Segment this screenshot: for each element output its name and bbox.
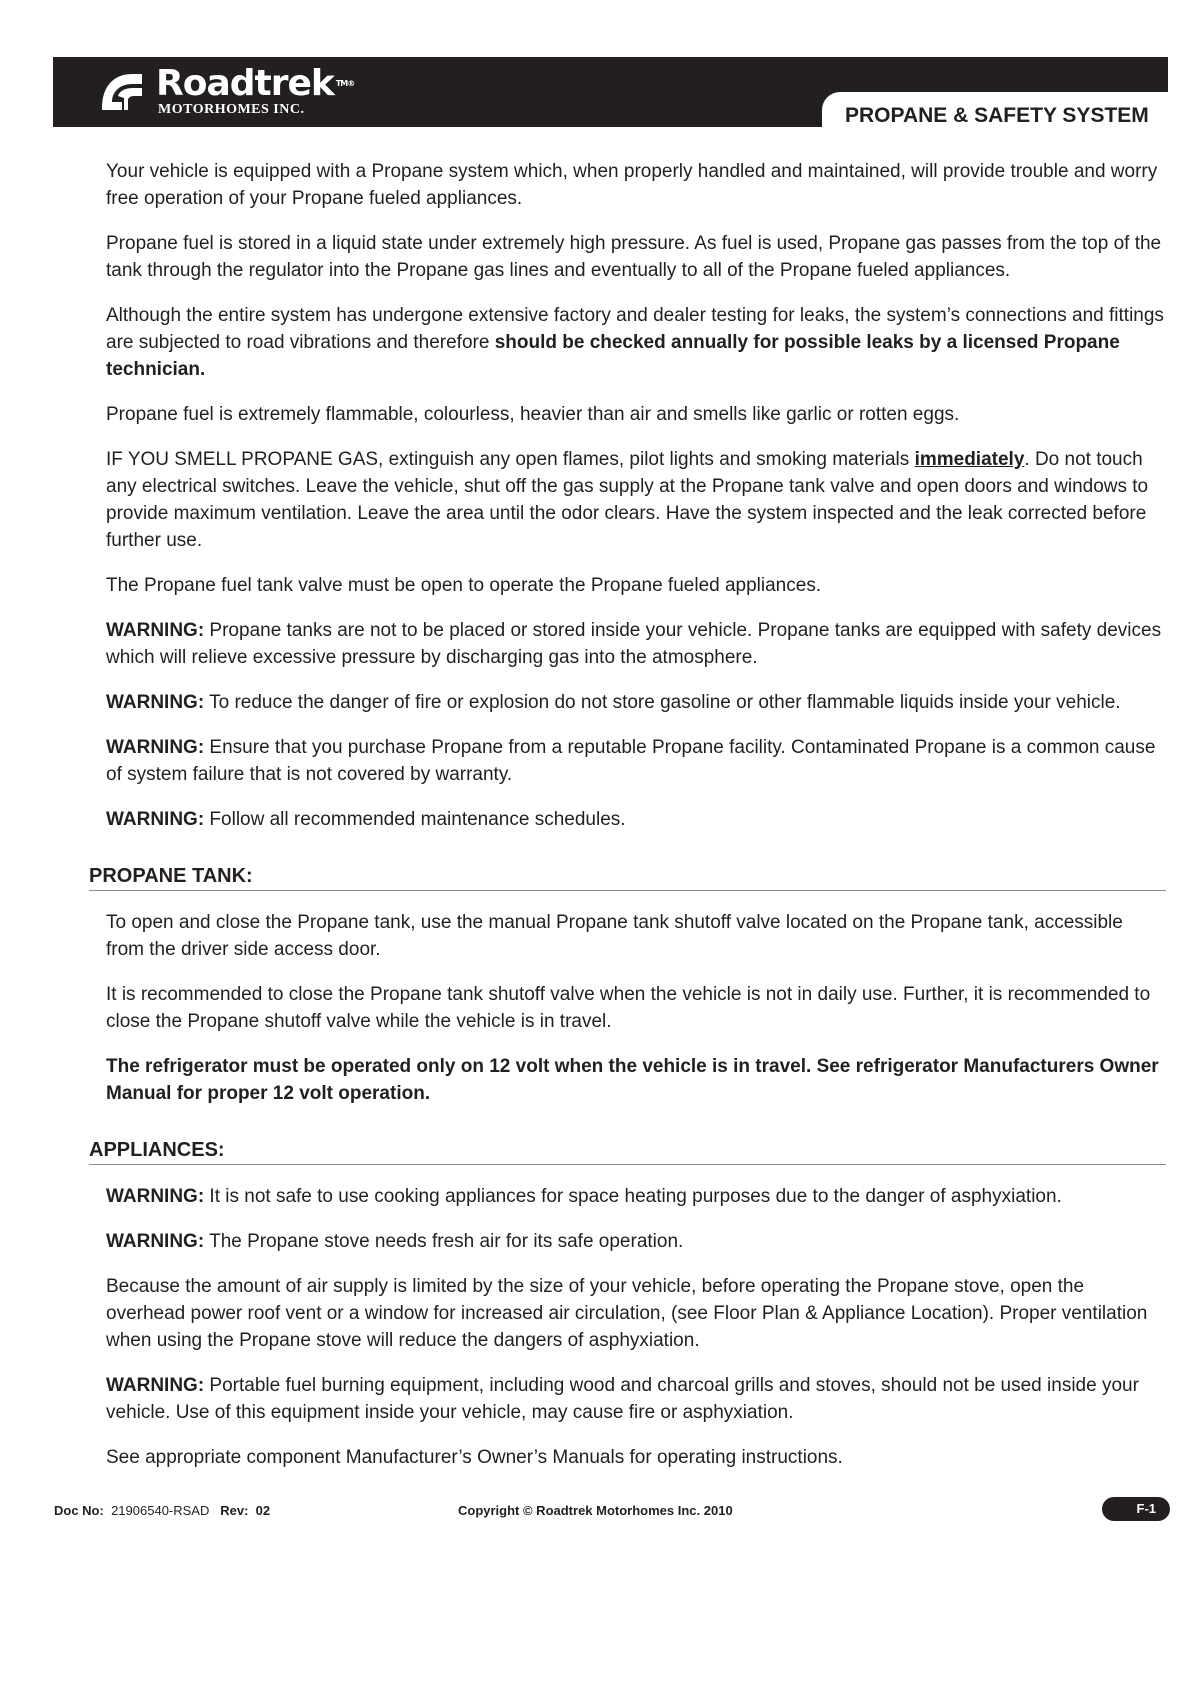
page-content [89, 158, 1166, 1489]
warning-paragraph: WARNING: Propane tanks are not to be placed or stored inside your vehicle. Propane tanks are equipped with safety devices which will relieve excessive pressure by discharging gas into the atmosphere. [106, 620, 1162, 668]
propane-tank-heading: PROPANE TANK: [89, 863, 1166, 891]
intro-paragraph: Propane fuel is extremely flammable, colourless, heavier than air and smells like garlic or rotten eggs. [106, 404, 960, 425]
appliances-paragraph: Because the amount of air supply is limited by the size of your vehicle, before operating the Propane stove, open the overhead power roof vent or a window for increased air circulation, (see Floor Plan & Appliance Location). Proper ventilation when using the Propane stove will reduce the dangers of asphyxiation. [106, 1276, 1148, 1351]
warning-paragraph: WARNING: It is not safe to use cooking appliances for space heating purposes due to the danger of asphyxiation. [106, 1186, 1062, 1207]
appliances-heading: APPLIANCES: [89, 1137, 1166, 1165]
tank-bold-note: The refrigerator must be operated only on 12 volt when the vehicle is in travel. See refrigerator Manufacturers Owner Manual for proper 12 volt operation. [106, 1056, 1159, 1104]
copyright: Copyright © Roadtrek Motorhomes Inc. 2010 [458, 1503, 733, 1518]
leak-check-paragraph: Although the entire system has undergone extensive factory and dealer testing for leaks, the system’s connections and fittings are subjected to road vibrations and therefore should be checked annually for possible leaks by a licensed Propane technician. [106, 305, 1164, 380]
intro-paragraph: Your vehicle is equipped with a Propane system which, when properly handled and maintained, will provide trouble and worry free operation of your Propane fueled appliances. [106, 161, 1158, 209]
smell-propane-paragraph: IF YOU SMELL PROPANE GAS, extinguish any open flames, pilot lights and smoking materials immediately. Do not touch any electrical switches. Leave the vehicle, shut off the gas supply at the Propane tank valve and open doors and windows to provide maximum ventilation. Leave the area until the odor clears. Have the system inspected and the leak corrected before further use. [106, 449, 1149, 551]
doc-number: Doc No: 21906540-RSAD Rev: 02 [54, 1503, 271, 1518]
tank-paragraph: To open and close the Propane tank, use the manual Propane tank shutoff valve located on the Propane tank, accessible from the driver side access door. [106, 912, 1123, 960]
intro-paragraph: The Propane fuel tank valve must be open to operate the Propane fueled appliances. [106, 575, 822, 596]
tank-paragraph: It is recommended to close the Propane tank shutoff valve when the vehicle is not in daily use. Further, it is recommended to close the Propane shutoff valve while the vehicle is in travel. [106, 984, 1151, 1032]
section-title: PROPANE & SAFETY SYSTEM [845, 104, 1149, 127]
warning-paragraph: WARNING: Follow all recommended maintenance schedules. [106, 809, 626, 830]
brand-name: Roadtrek $^{TM®}$ [156, 63, 355, 104]
roadtrek-logo-icon [96, 68, 148, 116]
warning-paragraph: WARNING: To reduce the danger of fire or explosion do not store gasoline or other flammable liquids inside your vehicle. [106, 692, 1121, 713]
brand-subtitle: MOTORHOMES INC. [158, 102, 305, 117]
intro-paragraph: Propane fuel is stored in a liquid state under extremely high pressure. As fuel is used, Propane gas passes from the top of the tank through the regulator into the Propane gas lines and eventually to all of the Propane fueled appliances. [106, 233, 1162, 281]
warning-paragraph: WARNING: The Propane stove needs fresh air for its safe operation. [106, 1231, 684, 1252]
warning-paragraph: WARNING: Ensure that you purchase Propane from a reputable Propane facility. Contaminated Propane is a common cause of system failure that is not covered by warranty. [106, 737, 1156, 785]
warning-paragraph: WARNING: Portable fuel burning equipment, including wood and charcoal grills and stoves, should not be used inside your vehicle. Use of this equipment inside your vehicle, may cause fire or asphyxiation. [106, 1375, 1139, 1423]
brand-logo [96, 64, 354, 120]
page-number-badge: F-1 [1102, 1497, 1170, 1521]
appliances-paragraph: See appropriate component Manufacturer’s Owner’s Manuals for operating instructions. [106, 1447, 843, 1468]
